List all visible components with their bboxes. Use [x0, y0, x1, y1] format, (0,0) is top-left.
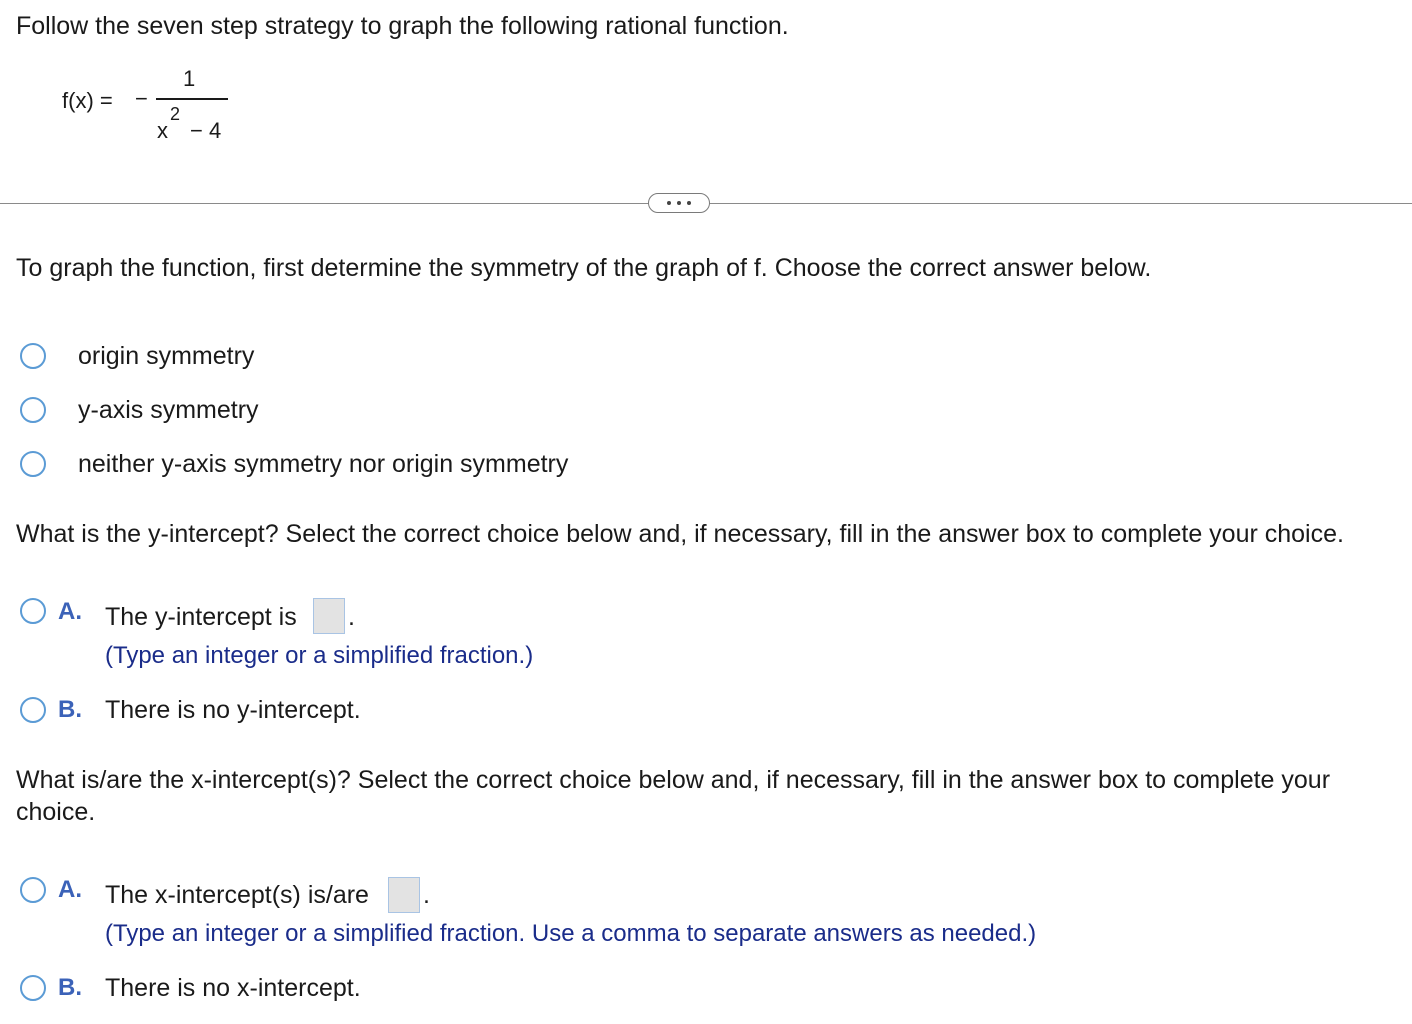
choice-text: There is no x-intercept. [105, 974, 361, 1002]
dot-icon [667, 201, 671, 205]
radio-button[interactable] [20, 877, 46, 903]
choice-text: The y-intercept is [105, 603, 297, 631]
choice-letter: B. [58, 974, 82, 1001]
dot-icon [677, 201, 681, 205]
radio-button[interactable] [20, 975, 46, 1001]
function-denominator-rest: − 4 [190, 118, 222, 143]
function-denominator-variable: x [157, 118, 168, 143]
radio-button[interactable] [20, 451, 46, 477]
choice-text: The x-intercept(s) is/are [105, 881, 369, 909]
fraction-bar [156, 98, 228, 100]
q1-prompt: To graph the function, first determine the symmetry of the graph of f. Choose the correct answer below. [16, 254, 1152, 282]
option-label: y-axis symmetry [78, 396, 259, 424]
instruction-text: Follow the seven step strategy to graph the following rational function. [16, 12, 789, 40]
x-intercept-answer-box[interactable] [388, 877, 420, 913]
y-intercept-answer-box[interactable] [313, 598, 345, 634]
function-numerator: 1 [183, 66, 196, 91]
function-denominator-exponent: 2 [170, 104, 181, 124]
q3-prompt-line1: What is/are the x-intercept(s)? Select the correct choice below and, if necessary, fill in the answer box to complete your [16, 766, 1331, 794]
radio-button[interactable] [20, 598, 46, 624]
q2-prompt: What is the y-intercept? Select the correct choice below and, if necessary, fill in the answer box to complete your choice. [16, 520, 1344, 548]
radio-button[interactable] [20, 343, 46, 369]
radio-button[interactable] [20, 697, 46, 723]
answer-hint: (Type an integer or a simplified fraction. Use a comma to separate answers as needed.) [105, 920, 1037, 947]
option-label: origin symmetry [78, 342, 255, 370]
choice-letter: B. [58, 696, 82, 723]
function-minus-sign: − [135, 86, 148, 111]
q3-prompt-line2: choice. [16, 798, 96, 826]
choice-period: . [423, 881, 430, 909]
choice-text: There is no y-intercept. [105, 696, 361, 724]
expand-button[interactable] [648, 193, 710, 213]
choice-period: . [348, 603, 355, 631]
choice-letter: A. [58, 598, 82, 625]
function-lhs: f(x) = [62, 88, 113, 113]
choice-letter: A. [58, 876, 82, 903]
answer-hint: (Type an integer or a simplified fraction.) [105, 642, 534, 669]
option-label: neither y-axis symmetry nor origin symmetry [78, 450, 569, 478]
dot-icon [687, 201, 691, 205]
radio-button[interactable] [20, 397, 46, 423]
